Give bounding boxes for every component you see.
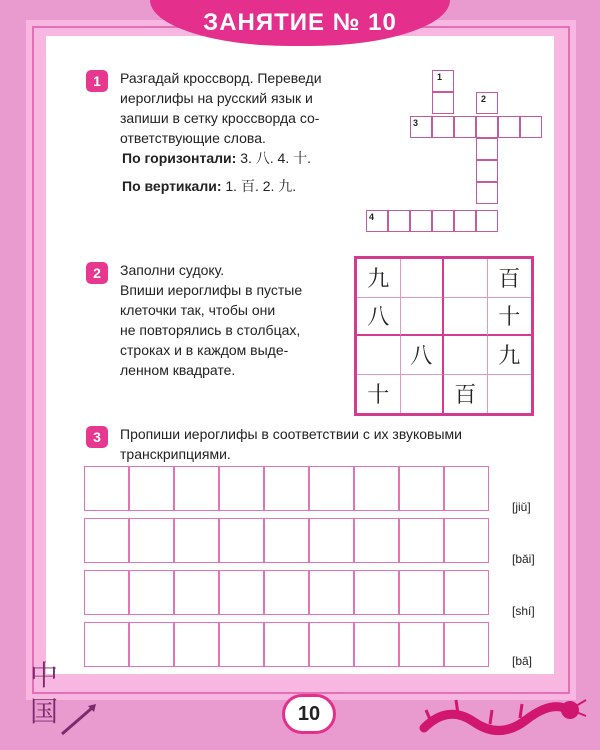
writing-cell[interactable]	[309, 466, 354, 511]
sudoku-grid	[354, 256, 534, 416]
decor-char-zhong: 中	[30, 659, 59, 692]
sudoku-cell[interactable]	[401, 259, 445, 298]
writing-cell[interactable]	[84, 518, 129, 563]
sudoku-cell[interactable]: 八	[357, 298, 401, 337]
task-1-line: ответствующие слова.	[120, 130, 266, 146]
task-1-line: запиши в сетку кроссворда со-	[120, 110, 320, 126]
task-1-badge	[86, 70, 108, 92]
writing-cell[interactable]	[219, 622, 264, 667]
writing-cell[interactable]	[264, 518, 309, 563]
writing-cell[interactable]	[354, 570, 399, 615]
writing-cell[interactable]	[264, 466, 309, 511]
horizontal-value: 3. 八. 4. 十.	[240, 150, 311, 166]
writing-cell[interactable]	[354, 466, 399, 511]
writing-cell[interactable]	[219, 570, 264, 615]
writing-cell[interactable]	[174, 570, 219, 615]
sudoku-cell[interactable]	[488, 375, 532, 414]
writing-cell[interactable]	[309, 570, 354, 615]
writing-cell[interactable]	[264, 570, 309, 615]
writing-cell[interactable]	[354, 518, 399, 563]
task-2-line: Заполни судоку.	[120, 262, 225, 278]
crossword-cell[interactable]	[410, 210, 432, 232]
pinyin-label: [bǎi]	[512, 552, 535, 566]
sudoku-cell[interactable]: 百	[488, 259, 532, 298]
clue-number: 1	[437, 72, 443, 82]
sudoku-cell[interactable]	[444, 298, 488, 337]
writing-cell[interactable]	[444, 570, 489, 615]
pinyin-label: [jiǔ]	[512, 500, 531, 514]
task-1-line: иероглифы на русский язык и	[120, 90, 313, 106]
task-2-line: ленном квадрате.	[120, 362, 236, 378]
sudoku-cell[interactable]	[444, 259, 488, 298]
writing-cell[interactable]	[444, 622, 489, 667]
task-1-line: Разгадай кроссворд. Переведи	[120, 70, 322, 86]
writing-cell[interactable]	[444, 518, 489, 563]
task-1-text	[120, 68, 350, 148]
horizontal-clues	[122, 148, 311, 168]
sudoku-cell[interactable]: 八	[401, 336, 445, 375]
task-2-line: не повторялись в столбцах,	[120, 322, 301, 338]
sudoku-cell[interactable]	[401, 298, 445, 337]
writing-cell[interactable]	[399, 570, 444, 615]
page-number-text: 10	[297, 702, 321, 725]
task-2-badge	[86, 262, 108, 284]
task-2-line: клеточки так, чтобы они	[120, 302, 276, 318]
crossword-cell[interactable]	[454, 210, 476, 232]
pinyin-label: [bā]	[512, 654, 533, 668]
writing-cell[interactable]	[84, 466, 129, 511]
sudoku-cell[interactable]: 九	[488, 336, 532, 375]
crossword-cell[interactable]	[498, 116, 520, 138]
writing-cell[interactable]	[399, 518, 444, 563]
sudoku-cell[interactable]: 十	[488, 298, 532, 337]
writing-cell[interactable]	[354, 622, 399, 667]
writing-cell[interactable]	[309, 622, 354, 667]
task-2-number: 2	[93, 265, 101, 281]
crossword-cell[interactable]	[520, 116, 542, 138]
task-3-text	[120, 424, 550, 464]
crossword-cell[interactable]	[476, 160, 498, 182]
brush-icon	[58, 704, 98, 738]
crossword-cell[interactable]	[432, 210, 454, 232]
writing-cell[interactable]	[399, 622, 444, 667]
crossword-cell[interactable]	[432, 70, 454, 92]
writing-cell[interactable]	[219, 466, 264, 511]
vertical-clues	[122, 176, 296, 196]
vertical-value: 1. 百. 2. 九.	[225, 178, 297, 194]
task-2-line: строках и в каждом выде-	[120, 342, 289, 358]
crossword-cell[interactable]	[388, 210, 410, 232]
sudoku-cell[interactable]	[444, 336, 488, 375]
sudoku-cell[interactable]: 百	[444, 375, 488, 414]
clue-number: 4	[369, 212, 375, 222]
crossword-cell[interactable]	[476, 92, 498, 114]
clue-number: 2	[481, 94, 487, 104]
pinyin-label: [shí]	[512, 604, 535, 618]
lesson-title-text: ЗАНЯТИЕ № 10	[203, 9, 397, 36]
task-1-number: 1	[93, 73, 101, 89]
writing-cell[interactable]	[84, 622, 129, 667]
writing-row-3	[84, 570, 489, 615]
writing-row-4	[84, 622, 489, 667]
vertical-label: По вертикали:	[122, 178, 222, 194]
crossword-cell[interactable]	[476, 138, 498, 160]
dragon-icon	[418, 690, 588, 746]
crossword-cell[interactable]	[476, 116, 498, 138]
task-3-badge	[86, 426, 108, 448]
writing-cell[interactable]	[399, 466, 444, 511]
clue-number: 3	[413, 118, 419, 128]
writing-cell[interactable]	[174, 622, 219, 667]
writing-row-2	[84, 518, 489, 563]
task-2-line: Впиши иероглифы в пустые	[120, 282, 303, 298]
decor-char-guo: 国	[30, 695, 59, 728]
crossword-cell[interactable]	[432, 116, 454, 138]
task-3-line: Пропиши иероглифы в соответствии с их звуковыми	[120, 426, 462, 442]
writing-cell[interactable]	[129, 518, 174, 563]
writing-cell[interactable]	[174, 466, 219, 511]
writing-cell[interactable]	[84, 570, 129, 615]
writing-cell[interactable]	[309, 518, 354, 563]
writing-cell[interactable]	[129, 622, 174, 667]
writing-cell[interactable]	[219, 518, 264, 563]
task-2-text	[120, 260, 340, 380]
sudoku-cell[interactable]	[357, 336, 401, 375]
writing-cell[interactable]	[174, 518, 219, 563]
crossword-cell[interactable]	[454, 116, 476, 138]
sudoku-cell[interactable]: 十	[357, 375, 401, 414]
writing-cell[interactable]	[264, 622, 309, 667]
task-3-line: транскрипциями.	[120, 446, 231, 462]
sudoku-cell[interactable]: 九	[357, 259, 401, 298]
writing-row-1	[84, 466, 489, 511]
writing-cell[interactable]	[129, 466, 174, 511]
writing-cell[interactable]	[444, 466, 489, 511]
task-3-number: 3	[93, 429, 101, 445]
crossword-cell[interactable]	[476, 182, 498, 204]
page-number	[282, 694, 336, 734]
crossword-cell[interactable]	[476, 210, 498, 232]
sudoku-cell[interactable]	[401, 375, 445, 414]
crossword-cell[interactable]	[432, 92, 454, 114]
writing-cell[interactable]	[129, 570, 174, 615]
horizontal-label: По горизонтали:	[122, 150, 237, 166]
